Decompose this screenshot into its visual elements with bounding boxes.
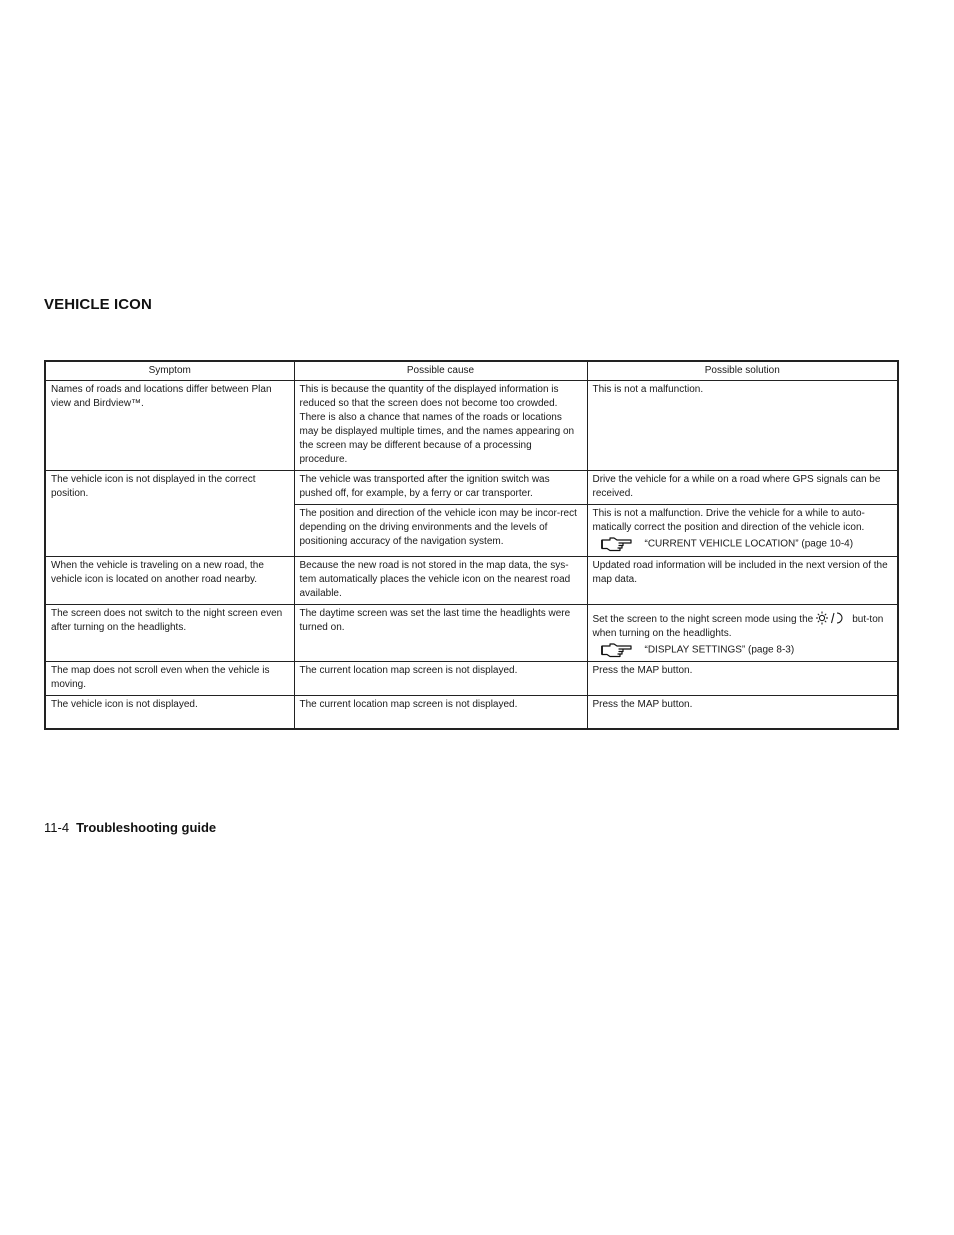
table-row — [45, 662, 898, 696]
solution-cell: Updated road information will be included in the next version of the map data. — [587, 557, 898, 605]
solution-cell: Press the MAP button. — [587, 662, 898, 696]
cause-cell: The position and direction of the vehicle icon may be incor-rect depending on the driving environments and the levels of positioning accuracy of the navigation system. — [294, 505, 587, 557]
table-header-row — [45, 361, 898, 381]
section-title: VEHICLE ICON — [44, 296, 152, 313]
cause-cell: Because the new road is not stored in the map data, the sys-tem automatically places the vehicle icon on the nearest road available. — [294, 557, 587, 605]
header-possible-cause: Possible cause — [294, 361, 587, 381]
table-row — [45, 471, 898, 505]
page-reference[interactable] — [593, 642, 893, 658]
table-row — [45, 605, 898, 662]
page-footer — [44, 820, 216, 835]
solution-text-before-icon: Set the screen to the night screen mode using the — [592, 614, 814, 625]
cause-cell: This is because the quantity of the displayed information is reduced so that the screen does not become too crowded. There is also a chance that names of the roads or locations may be displayed multiple times, and the names appearing on the screen may be different because of a processing procedure. — [294, 381, 587, 471]
solution-cell — [587, 605, 898, 662]
page-number: 11-4 — [44, 820, 70, 835]
pointing-hand-icon — [601, 536, 633, 552]
troubleshooting-table — [44, 360, 899, 730]
day-night-mode-icon — [816, 611, 844, 625]
solution-cell: Drive the vehicle for a while on a road where GPS signals can be received. — [587, 471, 898, 505]
symptom-cell: The screen does not switch to the night screen even after turning on the headlights. — [45, 605, 294, 662]
cause-cell: The current location map screen is not displayed. — [294, 662, 587, 696]
page-reference-text: “DISPLAY SETTINGS” (page 8-3) — [644, 644, 795, 656]
solution-text: This is not a malfunction. Drive the vehicle for a while to auto-matically correct the position and direction of the vehicle icon. — [592, 508, 865, 533]
header-possible-solution: Possible solution — [587, 361, 898, 381]
symptom-cell: The vehicle icon is not displayed. — [45, 696, 294, 729]
solution-cell — [587, 505, 898, 557]
solution-cell: Press the MAP button. — [587, 696, 898, 729]
cause-cell: The vehicle was transported after the ignition switch was pushed off, for example, by a ferry or car transporter. — [294, 471, 587, 505]
page-reference[interactable] — [593, 536, 893, 552]
solution-cell: This is not a malfunction. — [587, 381, 898, 471]
symptom-cell: The vehicle icon is not displayed in the correct position. — [45, 471, 294, 557]
header-symptom: Symptom — [45, 361, 294, 381]
cause-cell: The current location map screen is not displayed. — [294, 696, 587, 729]
table-row — [45, 557, 898, 605]
cause-cell: The daytime screen was set the last time the headlights were turned on. — [294, 605, 587, 662]
table-row — [45, 696, 898, 729]
chapter-title: Troubleshooting guide — [76, 820, 217, 835]
symptom-cell: Names of roads and locations differ between Plan view and Birdview™. — [45, 381, 294, 471]
symptom-cell: When the vehicle is traveling on a new road, the vehicle icon is located on another road nearby. — [45, 557, 294, 605]
symptom-cell: The map does not scroll even when the vehicle is moving. — [45, 662, 294, 696]
page-reference-text: “CURRENT VEHICLE LOCATION” (page 10-4) — [644, 538, 854, 550]
pointing-hand-icon — [601, 642, 633, 658]
table-row — [45, 381, 898, 471]
solution-text-after-icon: but-ton when turning on the headlights. — [592, 614, 884, 639]
